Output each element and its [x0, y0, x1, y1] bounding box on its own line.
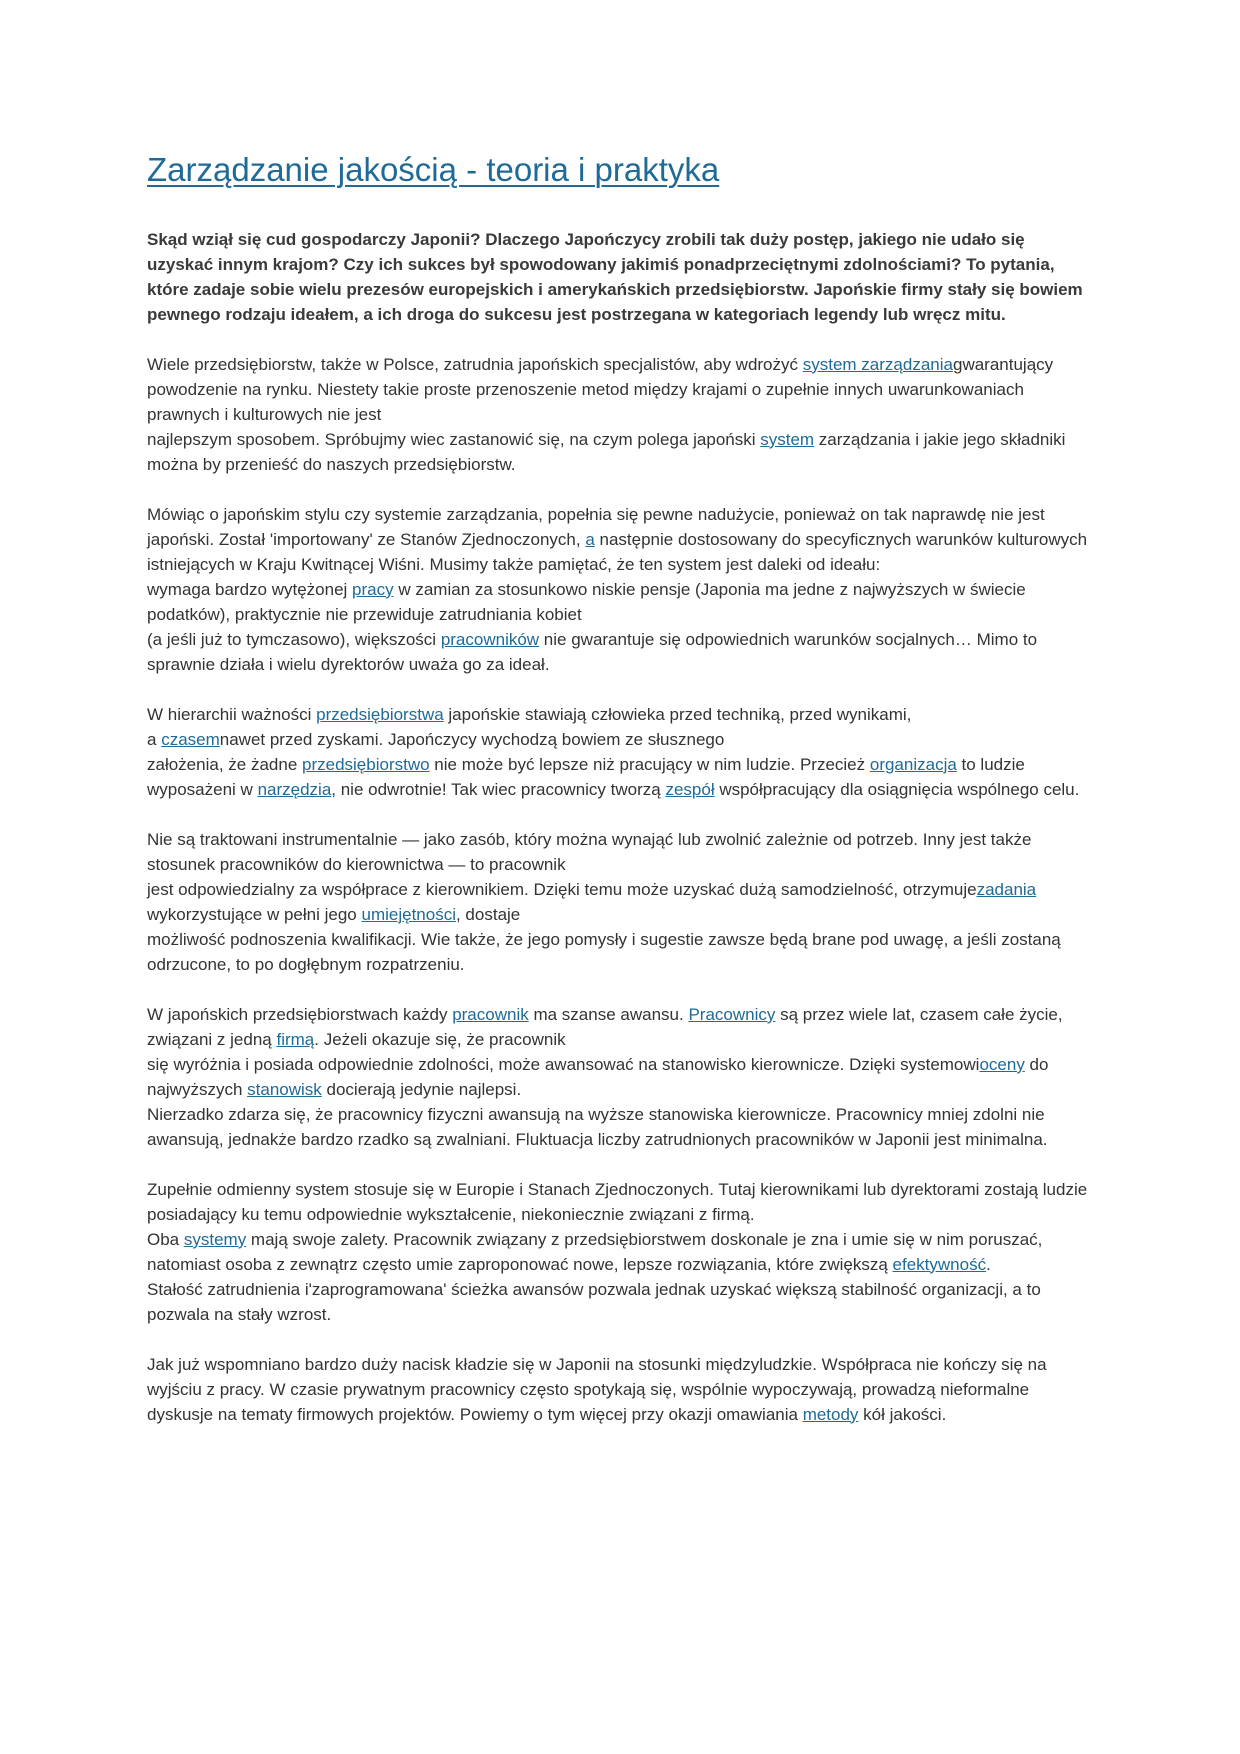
inline-link[interactable]: umiejętności	[361, 904, 456, 924]
paragraph	[147, 1002, 1092, 1152]
paragraph-text: , dostaje możliwość podnoszenia kwalifikacji. Wie także, że jego pomysły i sugestie zawsze będą brane pod uwagę, a jeśli zostaną odrzucone, to po dogłębnym rozpatrzeniu.	[147, 904, 1061, 974]
paragraph	[147, 827, 1092, 977]
inline-link[interactable]: przedsiębiorstwa	[316, 704, 444, 724]
inline-link[interactable]: pracy	[352, 579, 394, 599]
paragraph-text: gwarantujący powodzenie na rynku. Niestety takie proste przenoszenie metod między krajami o zupełnie innych uwarunkowaniach prawnych i kulturowych nie jest najlepszym sposobem. Spróbujmy wiec zastanowić się, na czym polega japoński	[147, 354, 1054, 449]
paragraph-text: Wiele przedsiębiorstw, także w Polsce, zatrudnia japońskich specjalistów, aby wdrożyć	[147, 354, 803, 374]
paragraph-text: Nie są traktowani instrumentalnie — jako zasób, który można wynająć lub zwolnić zależnie od potrzeb. Inny jest także stosunek pracowników do kierownictwa — to pracownik jest odpowiedzialny za współprace z kierownikiem. Dzięki temu może uzyskać dużą samodzielność, otrzymuje	[147, 829, 1032, 899]
paragraph-text: ma szanse awansu.	[528, 1004, 689, 1024]
document-body	[147, 227, 1092, 1427]
inline-link[interactable]: a	[585, 529, 595, 549]
paragraph-text: Skąd wziął się cud gospodarczy Japonii? Dlaczego Japończycy zrobili tak duży postęp, jakiego nie udało się uzyskać innym krajom? Czy ich sukces był spowodowany jakimiś ponadprzeciętnymi zdolnościami? To pytania, które zadaje sobie wielu prezesów europejskich i amerykańskich przedsiębiorstw. Japońskie firmy stały się bowiem pewnego rodzaju ideałem, a ich droga do sukcesu jest postrzegana w kategoriach legendy lub wręcz mitu.	[147, 229, 1088, 324]
inline-link[interactable]: czasem	[161, 729, 220, 749]
paragraph	[147, 352, 1092, 477]
paragraph	[147, 1352, 1092, 1427]
paragraph-text: Jak już wspomniano bardzo duży nacisk kładzie się w Japonii na stosunki międzyludzkie. Współpraca nie kończy się na wyjściu z pracy. W czasie prywatnym pracownicy często spotykają się, wspólnie wypoczywają, prowadzą nieformalne dyskusje na tematy firmowych projektów. Powiemy o tym więcej przy okazji omawiania	[147, 1354, 1052, 1424]
inline-link[interactable]: metody	[802, 1404, 859, 1424]
inline-link[interactable]: Pracownicy	[688, 1004, 776, 1024]
inline-link[interactable]: przedsiębiorstwo	[302, 754, 430, 774]
inline-link[interactable]: system	[760, 429, 815, 449]
paragraph-text: docierają jedynie najlepsi. Nierzadko zdarza się, że pracownicy fizyczni awansują na wyższe stanowiska kierownicze. Pracownicy mniej zdolni nie awansują, jednakże bardzo rzadko są zwalniani. Fluktuacja liczby zatrudnionych pracowników w Japonii jest minimalna.	[147, 1079, 1048, 1149]
paragraph-text: Mówiąc o japońskim stylu czy systemie zarządzania, popełnia się pewne nadużycie, ponieważ on tak naprawdę nie jest japoński. Został 'importowany' ze Stanów Zjednoczonych,	[147, 504, 1050, 549]
paragraph-text: do najwyższych	[147, 1054, 1054, 1099]
paragraph	[147, 502, 1092, 677]
paragraph-text: . Jeżeli okazuje się, że pracownik się wyróżnia i posiada odpowiednie zdolności, może awansować na stanowisko kierownicze. Dzięki systemowi	[147, 1029, 980, 1074]
inline-link[interactable]: narzędzia	[257, 779, 332, 799]
paragraph	[147, 702, 1092, 802]
inline-link[interactable]: systemy	[183, 1229, 247, 1249]
paragraph-text: następnie dostosowany do specyficznych warunków kulturowych istniejących w Kraju Kwitnącej Wiśni. Musimy także pamiętać, że ten system jest daleki od ideału: wymaga bardzo wytężonej	[147, 529, 1088, 599]
paragraph-text: , nie odwrotnie! Tak wiec pracownicy tworzą	[331, 779, 666, 799]
paragraph-text: zarządzania i jakie jego składniki można by przenieść do naszych przedsiębiorstw.	[147, 429, 1071, 474]
inline-link[interactable]: zadania	[976, 879, 1037, 899]
paragraph-text: nawet przed zyskami. Japończycy wychodzą bowiem ze słusznego założenia, że żadne	[147, 729, 725, 774]
paragraph-text: współpracujący dla osiągnięcia wspólnego celu.	[714, 779, 1080, 799]
paragraph-text: W japońskich przedsiębiorstwach każdy	[147, 1004, 453, 1024]
paragraph-text: są przez wiele lat, czasem całe życie, związani z jedną	[147, 1004, 1068, 1049]
inline-link[interactable]: organizacja	[869, 754, 957, 774]
paragraph-text: Zupełnie odmienny system stosuje się w Europie i Stanach Zjednoczonych. Tutaj kierownikami lub dyrektorami zostają ludzie posiadający ku temu odpowiednie wykształcenie, niekoniecznie związani z firmą. Oba	[147, 1179, 1088, 1249]
inline-link[interactable]: firmą	[276, 1029, 315, 1049]
paragraph-text: nie może być lepsze niż pracujący w nim ludzie. Przecież	[429, 754, 870, 774]
paragraph-text: W hierarchii ważności	[147, 704, 317, 724]
inline-link[interactable]: zespół	[665, 779, 715, 799]
inline-link[interactable]: efektywność	[892, 1254, 987, 1274]
paragraph	[147, 227, 1092, 327]
paragraph	[147, 1177, 1092, 1327]
inline-link[interactable]: pracownik	[452, 1004, 529, 1024]
document-page	[147, 150, 1092, 1452]
paragraph-text: . Stałość zatrudnienia i'zaprogramowana' ścieżka awansów pozwala jednak uzyskać większą stabilność organizacji, a to pozwala na stały wzrost.	[147, 1254, 1041, 1324]
paragraph-text: nie gwarantuje się odpowiednich warunków socjalnych… Mimo to sprawnie działa i wielu dyrektorów uważa go za ideał.	[147, 629, 1042, 674]
paragraph-text: w zamian za stosunkowo niskie pensje (Japonia ma jedne z najwyższych w świecie podatków), praktycznie nie przewiduje zatrudniania kobiet (a jeśli już to tymczasowo), większości	[147, 579, 1026, 649]
paragraph-text: mają swoje zalety. Pracownik związany z przedsiębiorstwem doskonale je zna i umie się w nim poruszać, natomiast osoba z zewnątrz często umie zaproponować nowe, lepsze rozwiązania, które zwiększą	[147, 1229, 1048, 1274]
paragraph-text: kół jakości.	[858, 1404, 947, 1424]
document-title: Zarządzanie jakością - teoria i praktyka	[147, 151, 720, 188]
inline-link[interactable]: stanowisk	[247, 1079, 322, 1099]
inline-link[interactable]: oceny	[979, 1054, 1025, 1074]
inline-link[interactable]: pracowników	[440, 629, 540, 649]
paragraph-text: japońskie stawiają człowieka przed techniką, przed wynikami, a	[147, 704, 912, 749]
paragraph-text: wykorzystujące w pełni jego	[147, 879, 1041, 924]
paragraph-text: to ludzie wyposażeni w	[147, 754, 1030, 799]
inline-link[interactable]: system zarządzania	[802, 354, 953, 374]
